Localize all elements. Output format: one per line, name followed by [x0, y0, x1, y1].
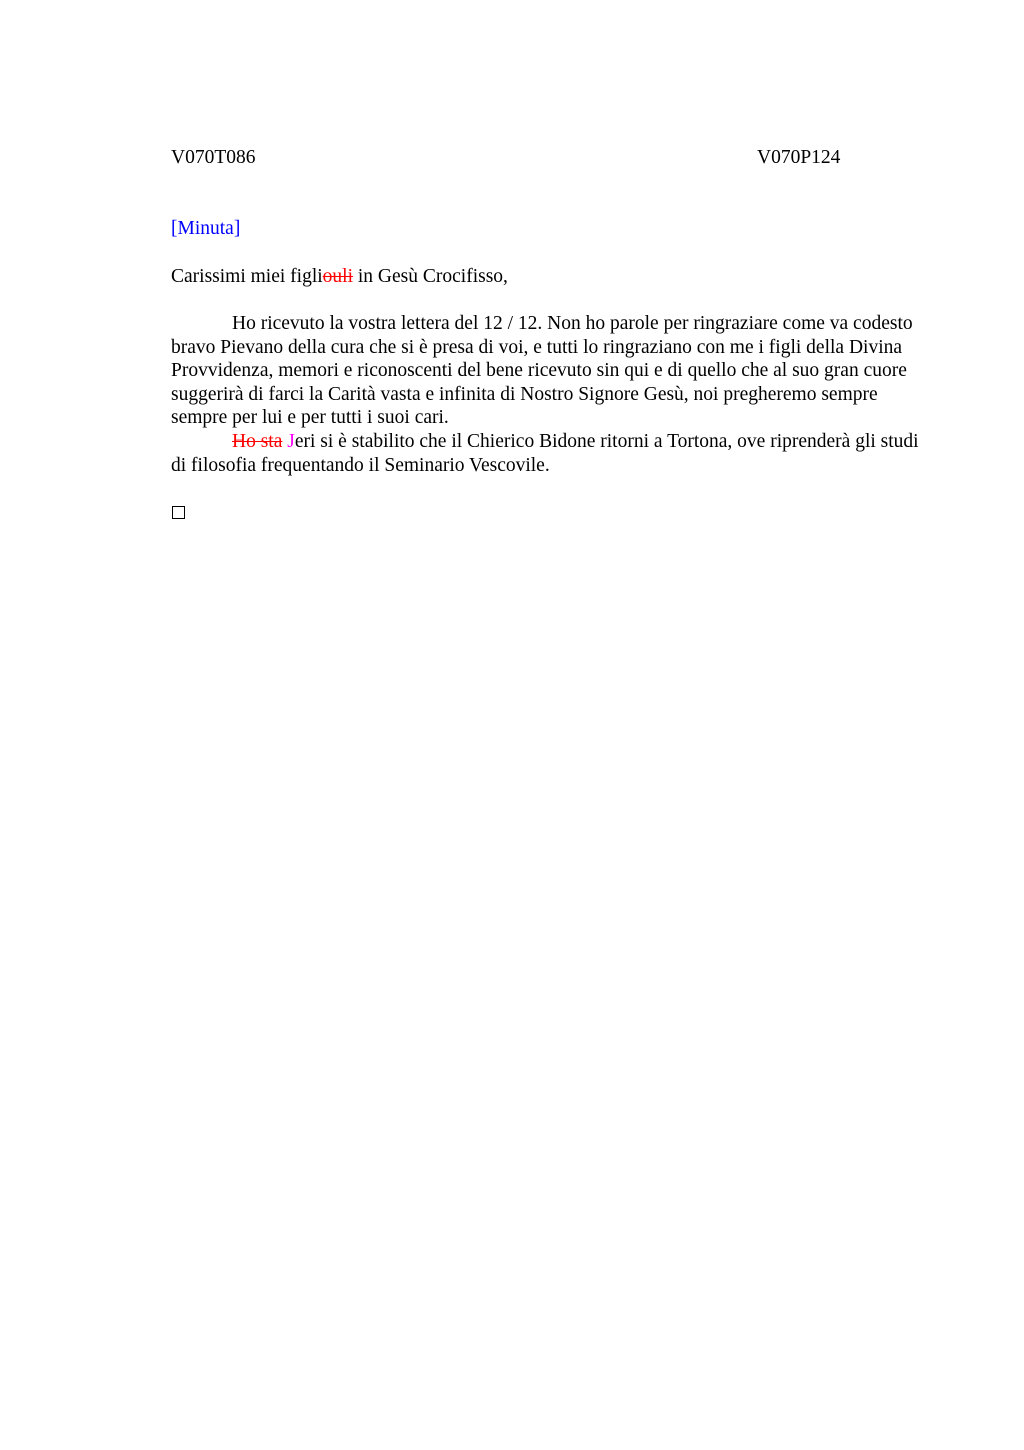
salutation-text-before: Carissimi miei figli	[171, 266, 323, 287]
salutation	[171, 265, 508, 289]
salutation-text-after: in Gesù Crocifisso,	[353, 266, 508, 287]
salutation-deletion: ouli	[322, 266, 354, 287]
paragraph-2	[171, 430, 919, 477]
minuta-label: [Minuta]	[171, 218, 241, 239]
paragraph-2-deletion: Ho sta	[232, 430, 283, 452]
header-left-code: V070T086	[171, 147, 256, 168]
paragraph-1-text: Ho ricevuto la vostra lettera del 12 / 12. Non ho parole per ringraziare come va codesto bravo Pievano della cura che si è presa di voi, e tutti lo ringraziano con me i figli della Divina Provvidenza, memori e riconoscenti del bene ricevuto sin qui e di quello che al suo gran cuore suggerirà di farci la Carità vasta e infinita di Nostro Signore Gesù, noi pregheremo sempre sempre per lui e per tutti i suoi cari.	[171, 313, 913, 429]
paragraph-2-insertion: J	[287, 430, 295, 452]
letter-body	[171, 312, 919, 477]
paragraph-2-text: eri si è stabilito che il Chierico Bidone ritorni a Tortona, ove riprenderà gli studi di filosofia frequentando il Seminario Vescovile.	[171, 430, 919, 476]
end-mark-box-icon	[172, 506, 185, 519]
paragraph-1	[171, 312, 919, 430]
header-right-code: V070P124	[757, 147, 841, 168]
